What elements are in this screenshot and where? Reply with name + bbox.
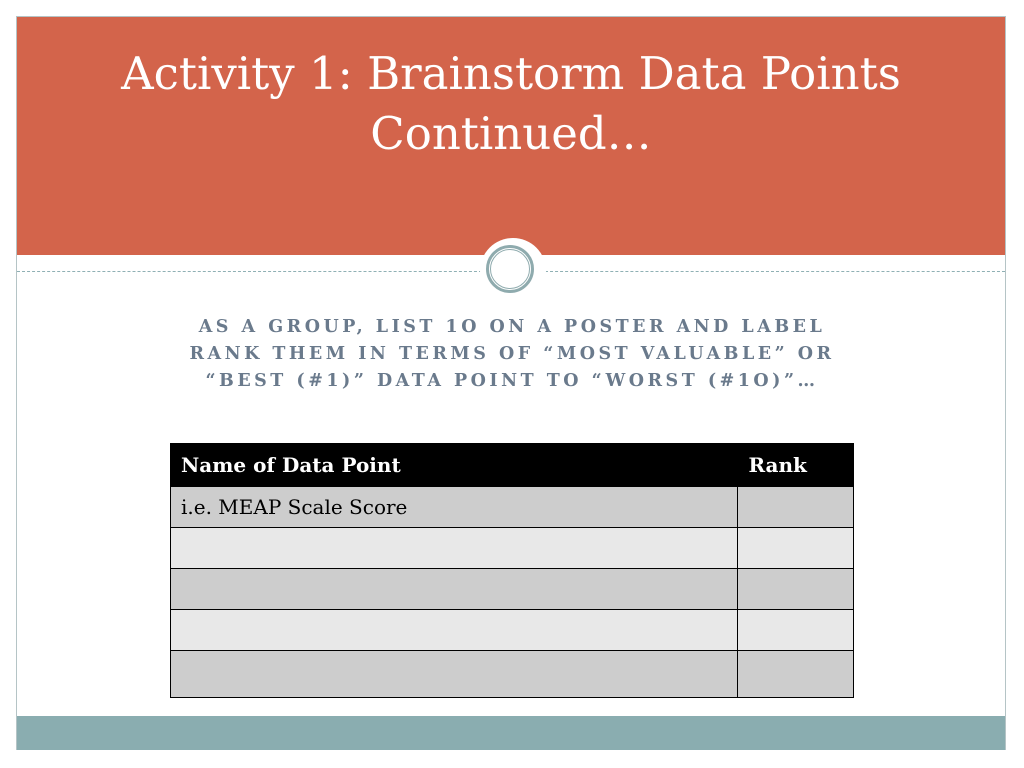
table-cell-rank	[738, 487, 854, 528]
table-cell-name: i.e. MEAP Scale Score	[171, 487, 738, 528]
header-rank: Rank	[738, 444, 854, 487]
table-cell-rank	[738, 569, 854, 610]
slide-title-line-2: Continued…	[370, 107, 652, 160]
table-row	[171, 610, 854, 651]
header-name-of-data-point: Name of Data Point	[171, 444, 738, 487]
table-header-row	[171, 444, 854, 487]
slide-subtitle	[80, 314, 944, 395]
table-cell-rank	[738, 651, 854, 698]
table-cell-name	[171, 528, 738, 569]
table-row	[171, 528, 854, 569]
table-row	[171, 569, 854, 610]
divider-left	[17, 271, 482, 272]
table-row	[171, 651, 854, 698]
table-cell-rank	[738, 528, 854, 569]
table-cell-name	[171, 651, 738, 698]
subtitle-line-3: “BEST (#1)” DATA POINT TO “WORST (#1O)”…	[205, 371, 819, 391]
divider-right	[545, 271, 1005, 272]
ranking-table	[170, 443, 854, 698]
circle-ornament-inner	[490, 249, 530, 289]
slide-title-line-1: Activity 1: Brainstorm Data Points	[121, 47, 901, 100]
table-cell-name	[171, 569, 738, 610]
slide-title	[17, 44, 1005, 164]
subtitle-line-1: AS A GROUP, LIST 1O ON A POSTER AND LABEL	[198, 317, 826, 337]
table-row	[171, 487, 854, 528]
table-cell-rank	[738, 610, 854, 651]
bottom-band	[17, 716, 1005, 750]
table-cell-name	[171, 610, 738, 651]
subtitle-line-2: RANK THEM IN TERMS OF “MOST VALUABLE” OR	[189, 344, 835, 364]
